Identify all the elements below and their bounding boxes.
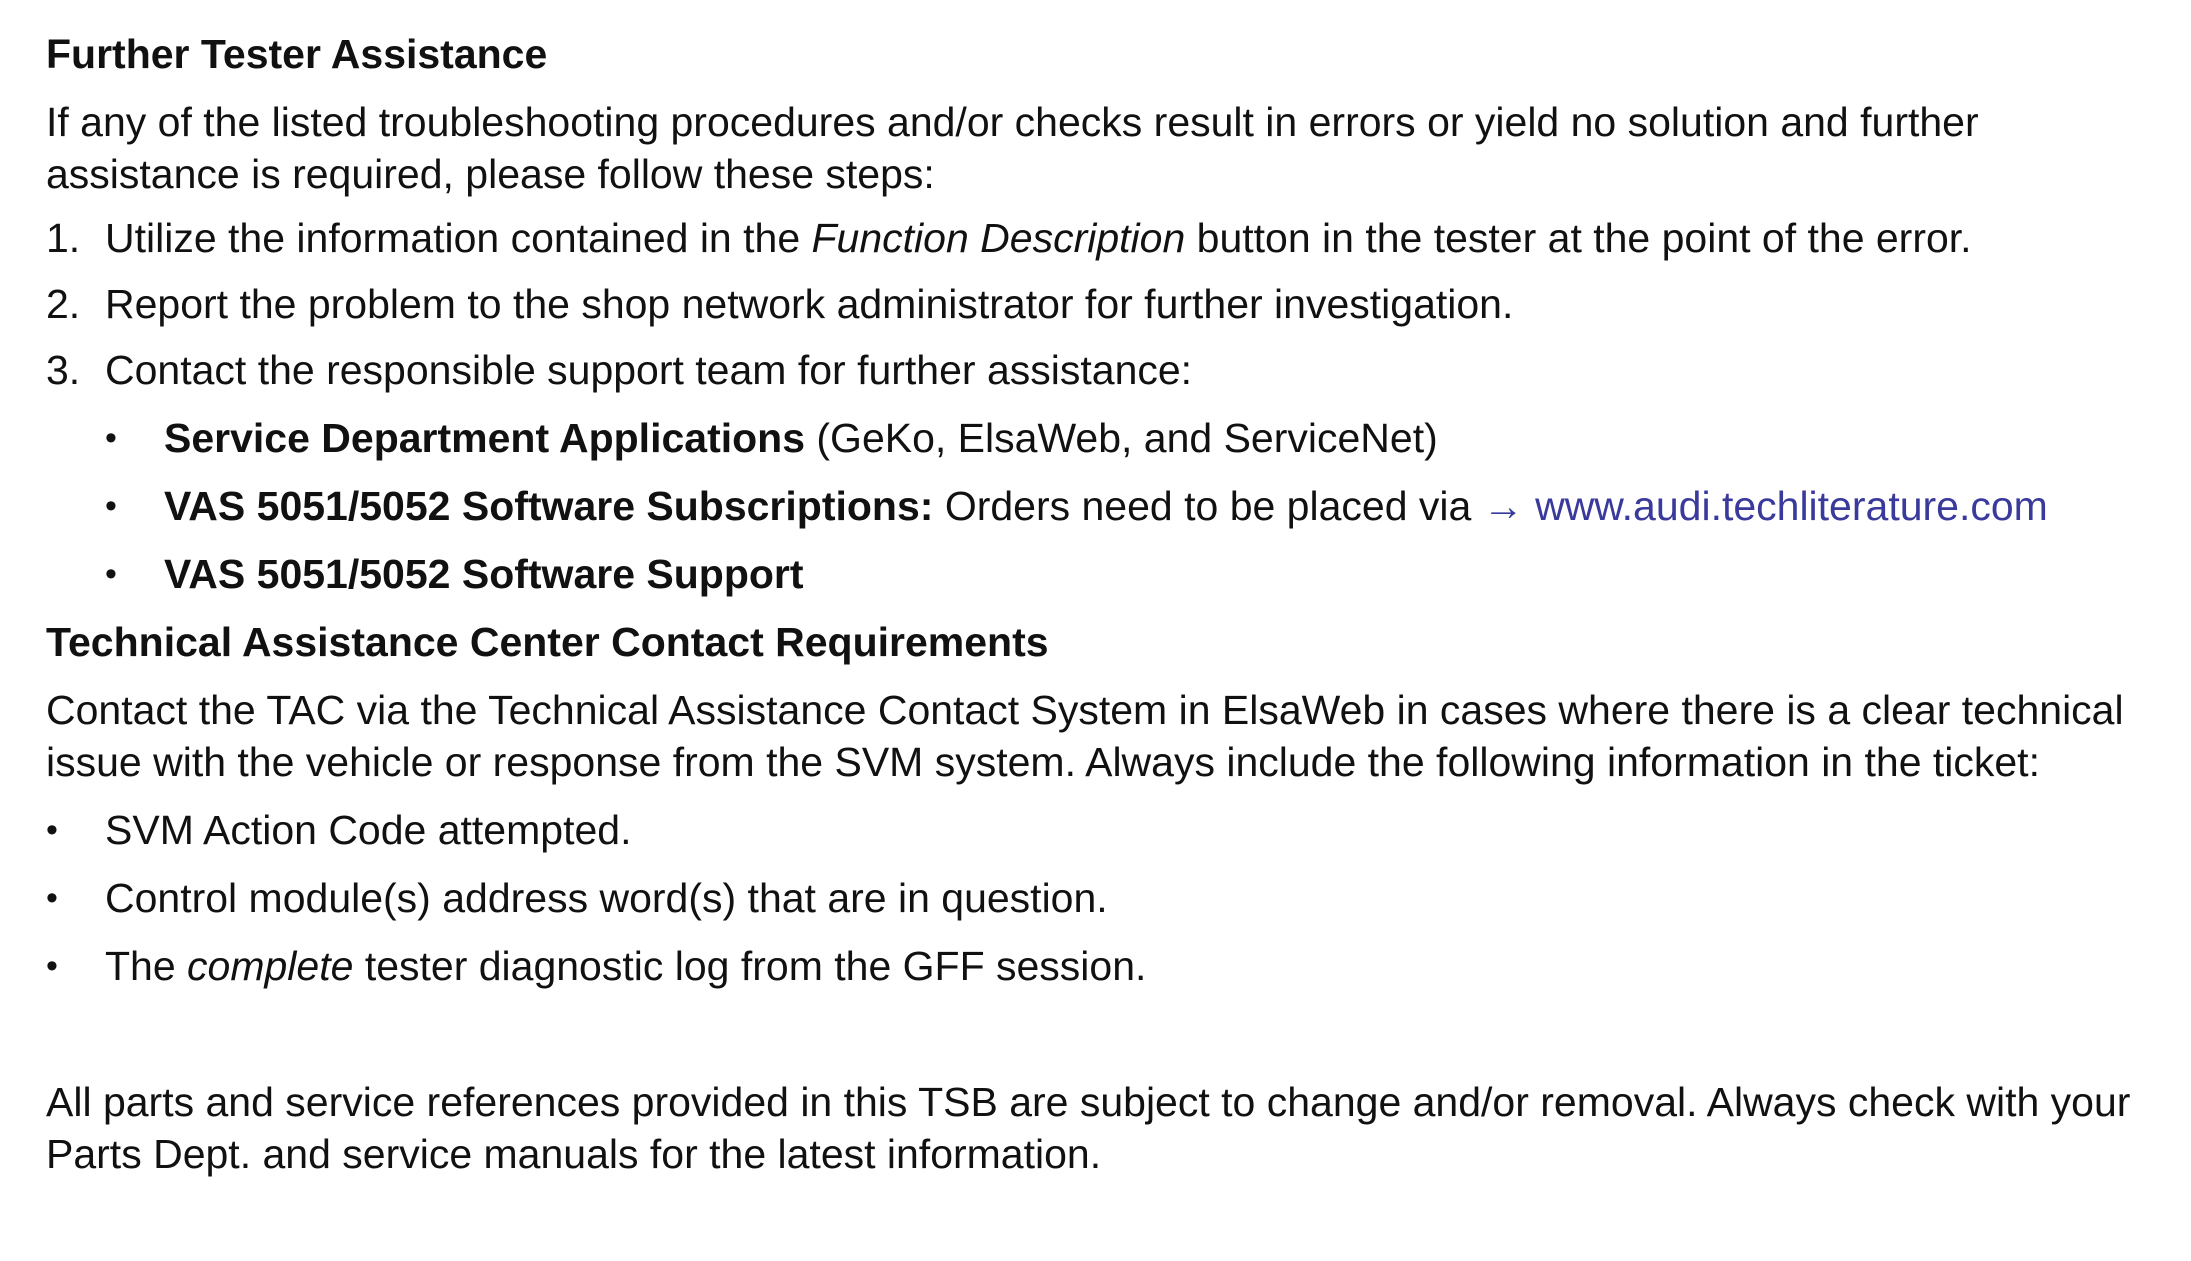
support-item-title: Service Department Applications xyxy=(164,415,806,461)
tac-item xyxy=(46,940,2166,992)
support-item xyxy=(46,412,2166,464)
support-item-detail: (GeKo, ElsaWeb, and ServiceNet) xyxy=(805,415,1438,461)
techliterature-link-text: www.audi.techliterature.com xyxy=(1523,483,2048,529)
techliterature-link[interactable] xyxy=(1483,483,2048,529)
tac-item-text: Control module(s) address word(s) that are in question. xyxy=(105,875,1108,921)
tac-item-text-post: tester diagnostic log from the GFF session. xyxy=(353,943,1147,989)
step-1-text-pre: Utilize the information contained in the xyxy=(105,215,812,261)
bullet-icon: • xyxy=(46,879,58,917)
step-1 xyxy=(46,212,2166,264)
step-number: 1. xyxy=(46,215,81,261)
step-3 xyxy=(46,344,2166,396)
support-item xyxy=(46,480,2166,532)
tac-item xyxy=(46,872,2166,924)
bullet-icon: • xyxy=(105,419,117,457)
link-arrow-icon: → xyxy=(1482,483,1524,529)
bullet-icon: • xyxy=(46,947,58,985)
step-2-text: Report the problem to the shop network administrator for further investigation. xyxy=(105,281,1514,327)
bullet-icon: • xyxy=(105,555,117,593)
section-heading-further-tester-assistance: Further Tester Assistance xyxy=(46,31,548,77)
support-item-title: VAS 5051/5052 Software Subscriptions: xyxy=(164,483,934,529)
section-heading-tac-contact-requirements: Technical Assistance Center Contact Requirements xyxy=(46,619,1049,665)
further-intro-paragraph: If any of the listed troubleshooting procedures and/or checks result in errors or yield no solution and further assistance is required, please follow these steps: xyxy=(46,99,1979,197)
bullet-icon: • xyxy=(46,811,58,849)
step-number: 3. xyxy=(46,347,81,393)
tac-item-text: SVM Action Code attempted. xyxy=(105,807,632,853)
document-page xyxy=(46,28,2166,1180)
tac-intro-paragraph: Contact the TAC via the Technical Assistance Contact System in ElsaWeb in cases where there is a clear technical issue with the vehicle or response from the SVM system. Always include the following information in the ticket: xyxy=(46,687,2124,785)
step-1-text-post: button in the tester at the point of the error. xyxy=(1185,215,1972,261)
step-3-text: Contact the responsible support team for further assistance: xyxy=(105,347,1193,393)
support-item-title: VAS 5051/5052 Software Support xyxy=(164,551,804,597)
footer-disclaimer: All parts and service references provided in this TSB are subject to change and/or removal. Always check with your Parts Dept. and service manuals for the latest information. xyxy=(46,1079,2131,1177)
function-description-emphasis: Function Description xyxy=(811,215,1186,261)
step-number: 2. xyxy=(46,281,81,327)
tac-item xyxy=(46,804,2166,856)
tac-item-text-pre: The xyxy=(105,943,188,989)
bullet-icon: • xyxy=(105,487,117,525)
support-item xyxy=(46,548,2166,600)
complete-emphasis: complete xyxy=(187,943,354,989)
step-2 xyxy=(46,278,2166,330)
support-item-detail: Orders need to be placed via xyxy=(933,483,1483,529)
